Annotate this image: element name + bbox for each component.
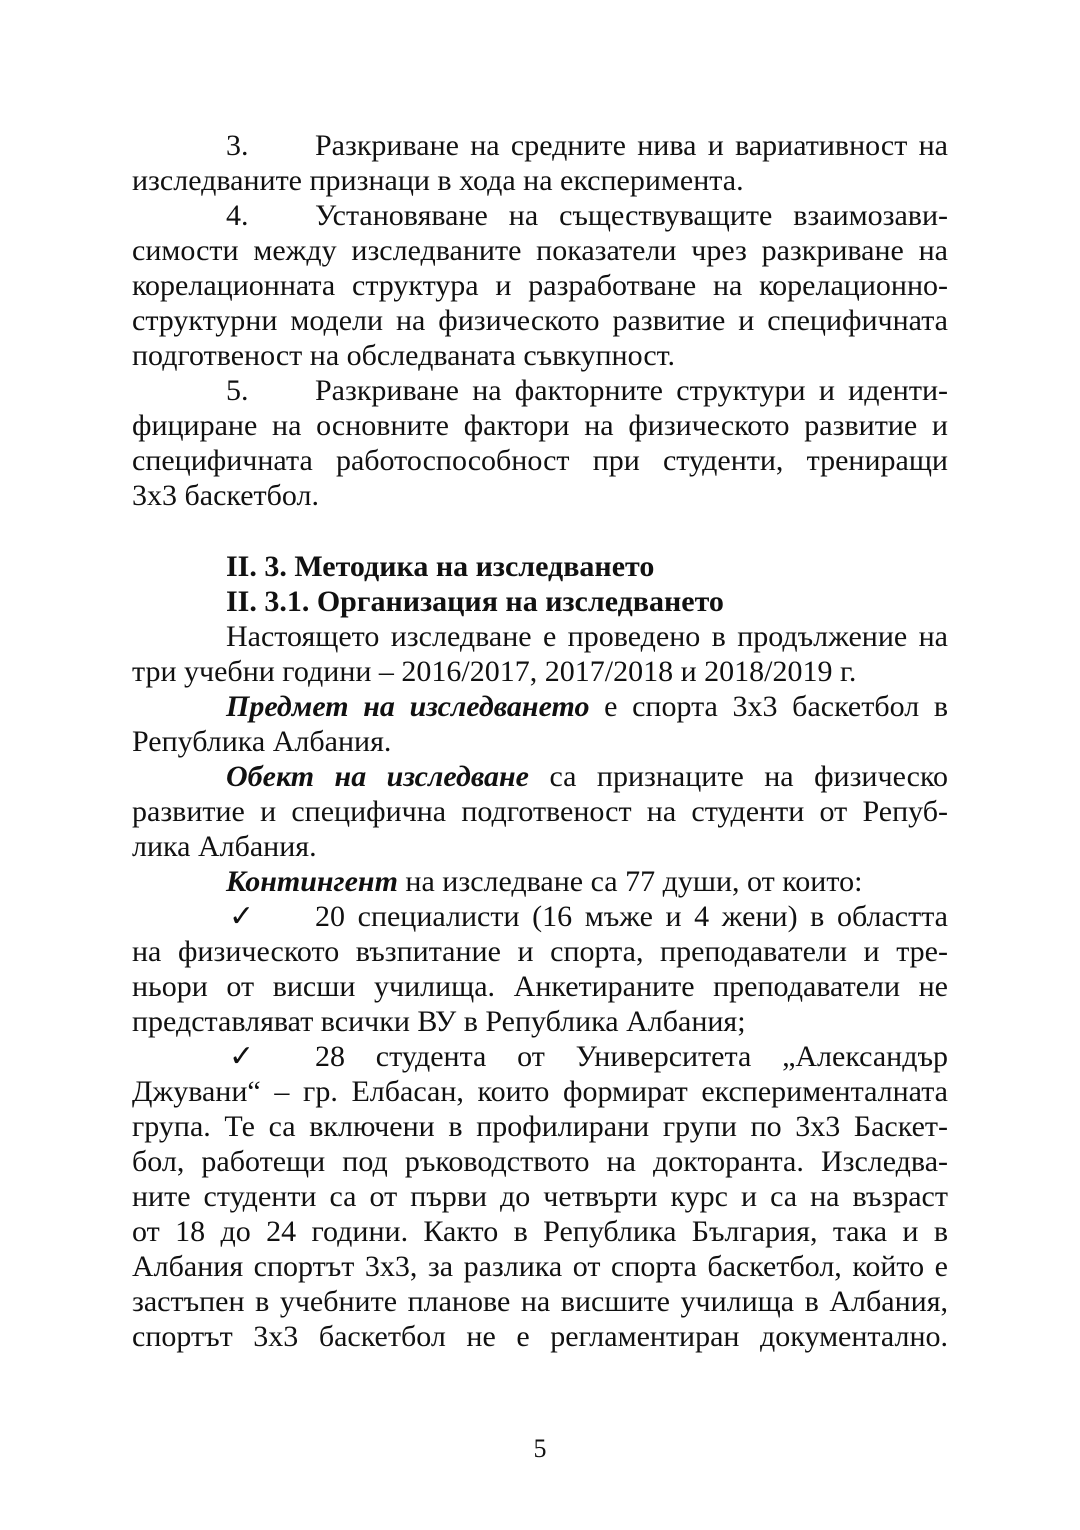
paragraph-line: три учебни години – 2016/2017, 2017/2018 и 2018/2019 г. [132, 655, 857, 688]
bullet-line: бол, работещи под ръководството на докторанта. Изследва- [132, 1145, 948, 1178]
item-number: 3. [226, 129, 249, 162]
bullet-line: ните студенти са от първи до четвърти курс и са на възраст [132, 1180, 948, 1213]
subsection-heading: II. 3.1. Организация на изследването [226, 585, 724, 618]
paragraph-line: лика Албания. [132, 830, 317, 863]
paragraph-line: Обект на изследване са признаците на физическо [226, 760, 948, 793]
object-paragraph [132, 759, 948, 864]
checkmark-icon: ✓ [229, 900, 255, 933]
paragraph-line: Настоящето изследване е проведено в продължение на [226, 620, 948, 653]
list-item-line: 3. Разкриване на средните нива и вариативност на [226, 129, 948, 162]
contingent-term: Контингент [226, 865, 398, 898]
page-number: 5 [533, 1434, 547, 1463]
bullet-line: Албания спортът 3х3, за разлика от спорта баскетбол, който е [132, 1250, 948, 1283]
numbered-item-5 [132, 373, 948, 513]
paragraph-line: Предмет на изследването е спорта 3х3 баскетбол в [226, 690, 949, 723]
list-item-line: фициране на основните фактори на физическото развитие и [132, 409, 948, 442]
bullet-item [132, 899, 948, 1039]
bullet-line: ✓ 20 специалисти (16 мъже и 4 жени) в областта [132, 899, 948, 934]
bullet-line: ✓ 28 студента от Университета „Александър [132, 1039, 948, 1074]
object-term: Обект на изследване [226, 760, 529, 793]
item-number: 4. [226, 199, 249, 232]
paragraph-line: Контингент на изследване са 77 души, от които: [226, 865, 863, 898]
checkmark-icon: ✓ [229, 1040, 255, 1073]
section-heading: II. 3. Методика на изследването [226, 550, 655, 583]
bullet-line: спортът 3х3 баскетбол не е регламентиран документално. [132, 1320, 948, 1353]
bullet-line: от 18 до 24 години. Както в Република България, така и в [132, 1215, 948, 1248]
list-item-line: корелационната структура и разработване на корелационно- [132, 269, 948, 302]
bullet-item [132, 1039, 948, 1354]
list-item-line: изследваните признаци в хода на експеримента. [132, 164, 744, 197]
item-number: 5. [226, 374, 249, 407]
bullet-line: Джувани“ – гр. Елбасан, които формират експерименталната [132, 1075, 948, 1108]
numbered-item-3 [132, 128, 948, 198]
section-spacer [132, 513, 948, 549]
bullet-line: група. Те са включени в профилирани групи по 3х3 Баскет- [132, 1110, 948, 1143]
list-item-line: 3х3 баскетбол. [132, 479, 319, 512]
list-item-line: специфичната работоспособност при студенти, трениращи [132, 444, 948, 477]
bullet-line: застъпен в учебните планове на висшите училища в Албания, [132, 1285, 948, 1318]
list-item-line: симости между изследваните показатели чрез разкриване на [132, 234, 948, 267]
body-text [132, 128, 948, 1354]
list-item-line: подготвеност на обследваната съвкупност. [132, 339, 676, 372]
list-item-line: 5. Разкриване на факторните структури и иденти- [226, 374, 948, 407]
bullet-line: на физическото възпитание и спорта, преподаватели и тре- [132, 935, 948, 968]
bullet-line: представляват всички ВУ в Република Албания; [132, 1005, 746, 1038]
paragraph-line: развитие и специфична подготвеност на студенти от Репуб- [132, 795, 948, 828]
paragraph-line: Република Албания. [132, 725, 392, 758]
list-item-line: 4. Установяване на съществуващите взаимозави- [226, 199, 948, 232]
bullet-line: ньори от висши училища. Анкетираните преподаватели не [132, 970, 948, 1003]
list-item-line: структурни модели на физическото развитие и специфичната [132, 304, 948, 337]
subject-term: Предмет на изследването [226, 690, 590, 723]
contingent-paragraph [132, 864, 948, 899]
numbered-item-4 [132, 198, 948, 373]
intro-paragraph [132, 619, 948, 689]
subject-paragraph [132, 689, 948, 759]
